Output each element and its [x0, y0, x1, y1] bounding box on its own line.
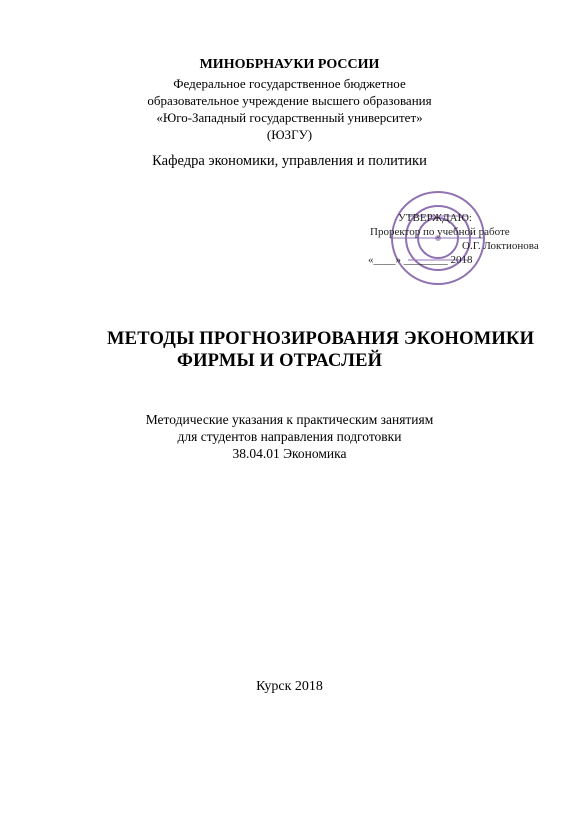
department-name: Кафедра экономики, управления и политики — [152, 153, 427, 169]
institution-line-2: образовательное учреждение высшего образования — [147, 93, 432, 108]
approval-position: Проректор по учебной работе — [370, 226, 510, 238]
approval-block — [360, 188, 550, 292]
subtitle-line-2: для студентов направления подготовки — [177, 429, 402, 444]
city-year: Курск 2018 — [256, 679, 323, 694]
institution-line-3: «Юго-Западный государственный университет» — [156, 110, 423, 125]
document-title-line-2: ФИРМЫ И ОТРАСЛЕЙ — [177, 351, 383, 371]
ministry-title: МИНОБРНАУКИ РОССИИ — [199, 57, 380, 72]
institution-line-1: Федеральное государственное бюджетное — [173, 76, 406, 91]
document-title-line-1: МЕТОДЫ ПРОГНОЗИРОВАНИЯ ЭКОНОМИКИ — [107, 329, 535, 349]
subtitle-line-3: 38.04.01 Экономика — [232, 446, 347, 461]
approval-approved: УТВЕРЖДАЮ: — [398, 212, 472, 224]
approval-signature: О.Г. Локтионова — [462, 240, 539, 252]
approval-date: «____» ________ 2018 — [368, 254, 473, 266]
subtitle-line-1: Методические указания к практическим занятиям — [145, 412, 434, 427]
institution-line-4: (ЮЗГУ) — [266, 127, 313, 142]
